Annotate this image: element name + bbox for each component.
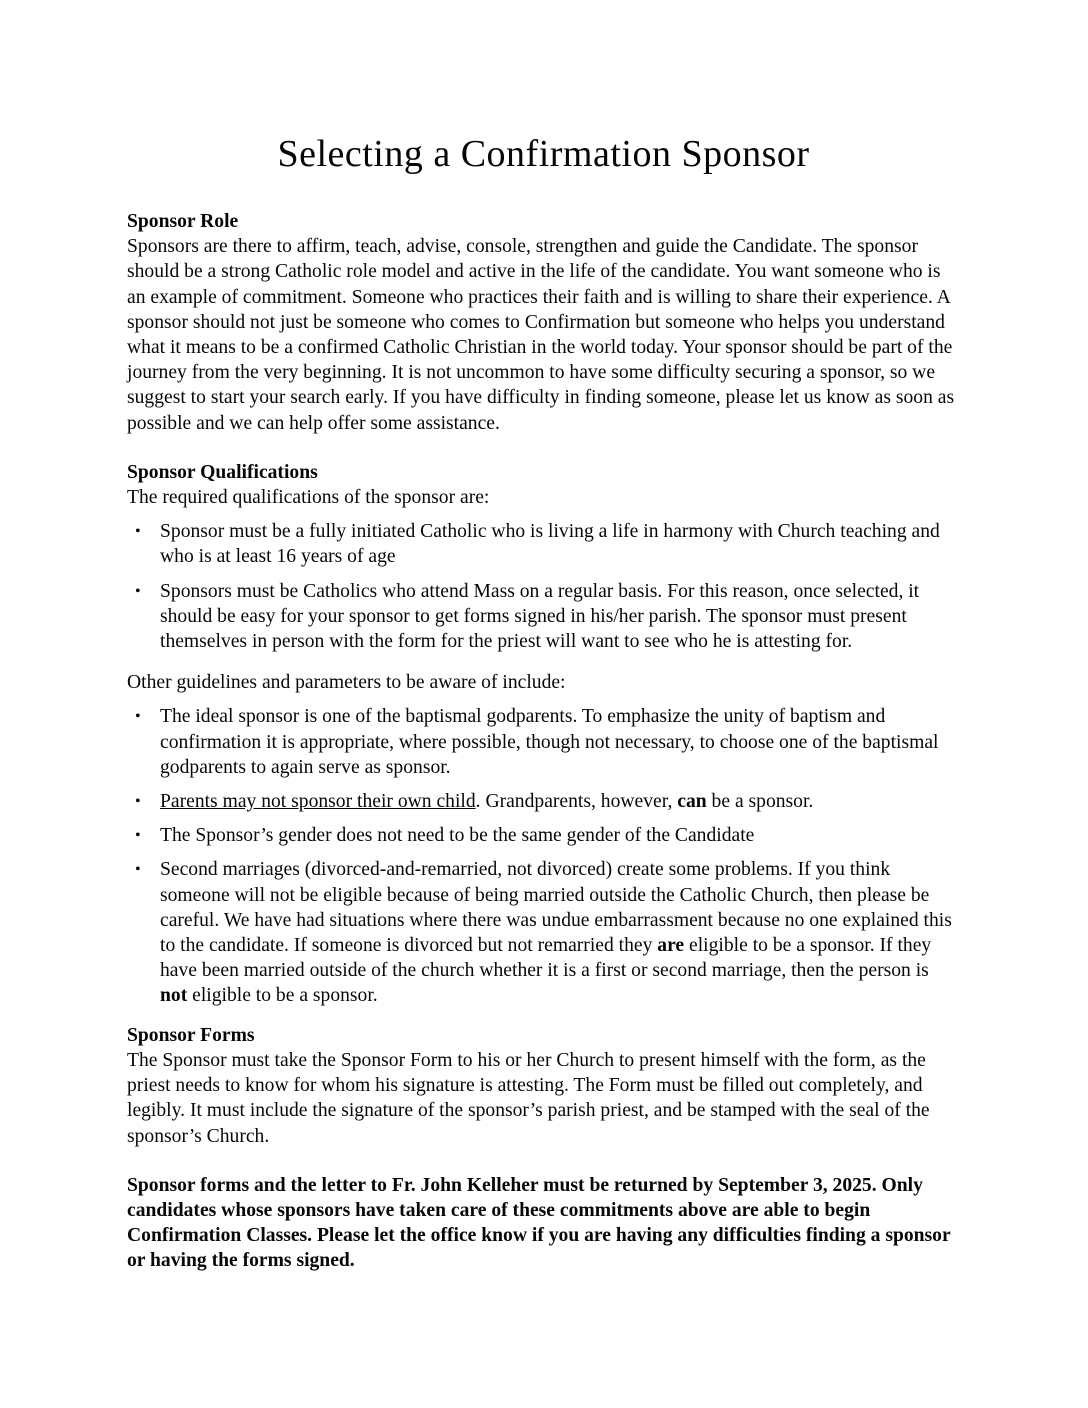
bold-text: can — [677, 791, 707, 813]
bullet-icon: • — [135, 708, 141, 726]
bullet-text: Sponsors must be Catholics who attend Mass on a regular basis. For this reason, once selected, it should be easy for your sponsor to get forms signed in his/her parish. The sponsor must present themselves in person with the form for the priest will want to see who he is attesting for. — [160, 580, 920, 653]
section-sponsor-forms — [127, 1023, 960, 1149]
bullet-icon: • — [135, 582, 141, 600]
bullet-icon: • — [135, 827, 141, 845]
bullet-item — [127, 519, 960, 569]
guidelines-bullet-list — [127, 704, 960, 1008]
plain-text: eligible to be a sponsor. If they have been married outside of the church whether it is a first or second marriage, then the person is — [160, 935, 932, 982]
plain-text: be a sponsor. — [706, 791, 814, 813]
page-title: Selecting a Confirmation Sponsor — [277, 133, 810, 175]
underlined-text: Parents may not sponsor their own child — [160, 791, 476, 813]
bullet-item — [127, 857, 960, 1008]
section-sponsor-qualifications — [127, 460, 960, 654]
sponsor-role-heading: Sponsor Role — [127, 211, 239, 232]
sponsor-forms-paragraph: The Sponsor must take the Sponsor Form to his or her Church to present himself with the form, as the priest needs to know for whom his signature is attesting. The Form must be filled out completely, and legibly. It must include the signature of the sponsor’s parish priest, and be stamped with the seal of the sponsor’s Church. — [127, 1049, 930, 1147]
bold-text: not — [160, 985, 188, 1007]
sponsor-forms-heading: Sponsor Forms — [127, 1024, 255, 1046]
bullet-text: The ideal sponsor is one of the baptismal godparents. To emphasize the unity of baptism and confirmation it is appropriate, where possible, though not necessary, to choose one of the baptismal godparents to again serve as sponsor. — [160, 706, 939, 778]
bullet-icon: • — [135, 793, 141, 811]
plain-text: eligible to be a sponsor. — [187, 985, 378, 1007]
section-other-guidelines — [127, 670, 960, 1008]
other-guidelines-intro: Other guidelines and parameters to be aware of include: — [127, 672, 566, 694]
section-deadline-notice — [127, 1173, 960, 1274]
bullet-icon: • — [135, 861, 141, 879]
bullet-text — [160, 857, 960, 1008]
bullet-item — [127, 704, 960, 780]
bold-text: are — [657, 935, 685, 957]
bullet-item — [127, 579, 960, 655]
bullet-item — [127, 789, 960, 814]
qualifications-bullet-list — [127, 519, 960, 654]
section-sponsor-role — [127, 209, 960, 436]
bullet-text: The Sponsor’s gender does not need to be the same gender of the Candidate — [160, 825, 755, 847]
sponsor-role-paragraph: Sponsors are there to affirm, teach, advise, console, strengthen and guide the Candidate. The sponsor should be a strong Catholic role model and active in the life of the candidate. You want someone who is an example of commitment. Someone who practices their faith and is willing to share their experience. A sponsor should not just be someone who comes to Confirmation but someone who helps you understand what it means to be a confirmed Catholic Christian in the world today. Your sponsor should be part of the journey from the very beginning. It is not uncommon to have some difficulty securing a sponsor, so we suggest to start your search early. If you have difficulty in finding someone, please let us know as soon as possible and we can help offer some assistance. — [127, 236, 955, 434]
plain-text: . Grandparents, however, — [475, 791, 678, 813]
plain-text: Second marriages (divorced-and-remarried, not divorced) create some problems. If you think someone will not be eligible because of being married outside the Catholic Church, then please be careful. We have had situations where there was undue embarrassment because no one explained this to the candidate. If someone is divorced but not remarried they — [160, 859, 952, 957]
sponsor-qualifications-intro: The required qualifications of the sponsor are: — [127, 487, 490, 509]
bullet-text — [160, 789, 960, 814]
deadline-notice-paragraph: Sponsor forms and the letter to Fr. John Kelleher must be returned by September 3, 2025. Only candidates whose sponsors have taken care of these commitments above are able to begin Confirmation Classes. Please let the office know if you are having any difficulties finding a sponsor or having the forms signed. — [127, 1174, 951, 1272]
sponsor-qualifications-heading: Sponsor Qualifications — [127, 461, 318, 483]
bullet-icon: • — [135, 523, 141, 541]
bullet-text: Sponsor must be a fully initiated Catholic who is living a life in harmony with Church teaching and who is at least 16 years of age — [160, 521, 940, 568]
bullet-item — [127, 823, 960, 848]
